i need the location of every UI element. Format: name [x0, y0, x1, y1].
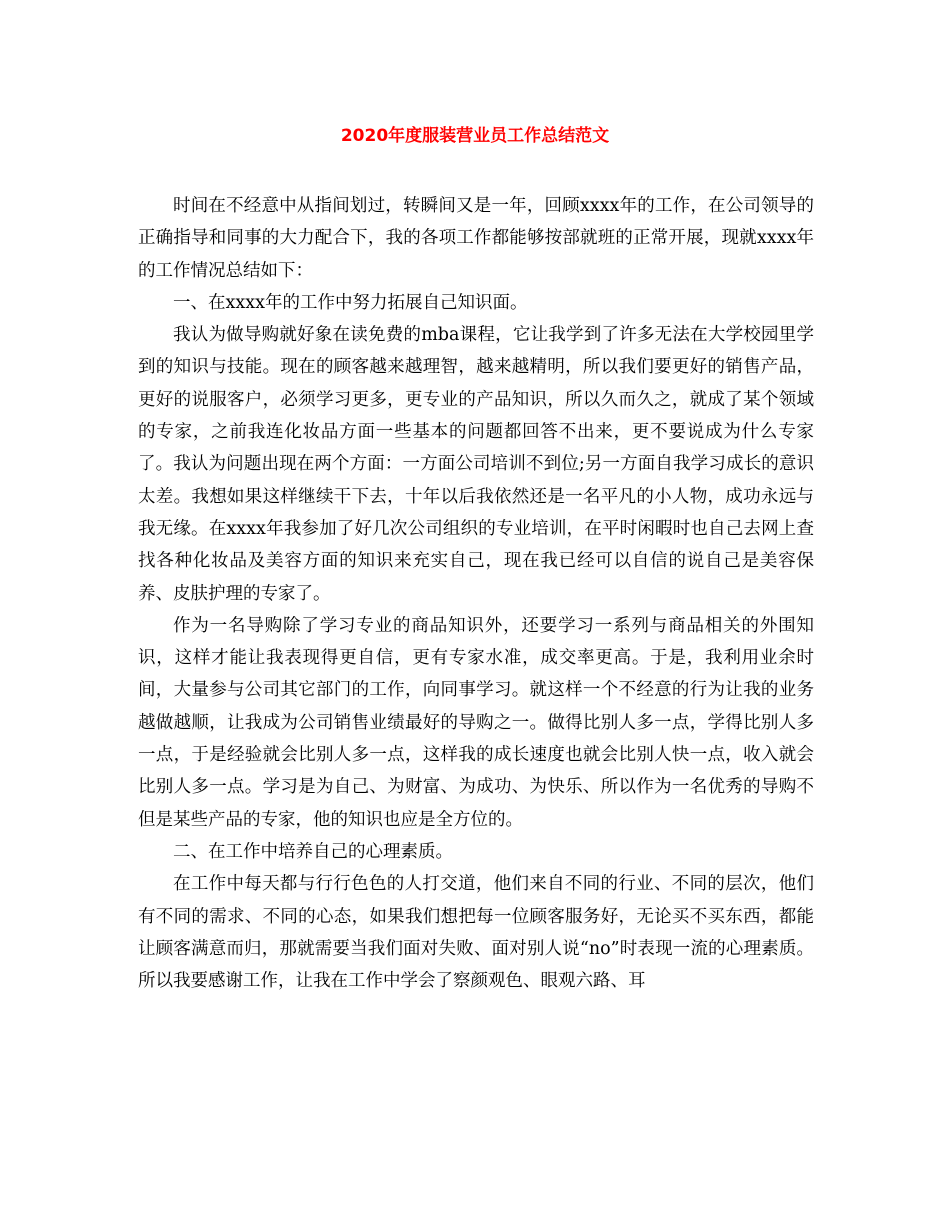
section-heading-1: 一、在xxxx年的工作中努力拓展自己知识面。 — [173, 292, 528, 313]
document-body — [138, 190, 814, 997]
paragraph-psychology: 在工作中每天都与行行色色的人打交道，他们来自不同的行业、不同的层次，他们有不同的需求、不同的心态，如果我们想把每一位顾客服务好，无论买不买东西，都能让顾客满意而归，那就需要当我们面对失败、面对别人说“no”时表现一流的心理素质。所以我要感谢工作，让我在工作中学会了察颜观色、眼观六路、耳 — [138, 874, 814, 992]
paragraph-knowledge: 我认为做导购就好象在读免费的mba课程，它让我学到了许多无法在大学校园里学到的知识与技能。现在的顾客越来越理智，越来越精明，所以我们要更好的销售产品，更好的说服客户，必须学习更多，更专业的产品知识，所以久而久之，就成了某个领域的专家，之前我连化妆品方面一些基本的问题都回答不出来，更不要说成为什么专家了。我认为问题出现在两个方面：一方面公司培训不到位;另一方面自我学习成长的意识太差。我想如果这样继续干下去，十年以后我依然还是一名平凡的小人物，成功永远与我无缘。在xxxx年我参加了好几次公司组织的专业培训，在平时闲暇时也自己去网上查找各种化妆品及美容方面的知识来充实自己，现在我已经可以自信的说自己是美容保养、皮肤护理的专家了。 — [138, 325, 814, 604]
document-title: 2020年度服装营业员工作总结范文 — [340, 126, 610, 146]
section-heading-2: 二、在工作中培养自己的心理素质。 — [173, 841, 453, 862]
paragraph-learning: 作为一名导购除了学习专业的商品知识外，还要学习一系列与商品相关的外围知识，这样才能让我表现得更自信，更有专家水准，成交率更高。于是，我利用业余时间，大量参与公司其它部门的工作，向同事学习。就这样一个不经意的行为让我的业务越做越顺，让我成为公司销售业绩最好的导购之一。做得比别人多一点，学得比别人多一点，于是经验就会比别人多一点，这样我的成长速度也就会比别人快一点，收入就会比别人多一点。学习是为自己、为财富、为成功、为快乐、所以作为一名优秀的导购不但是某些产品的专家，他的知识也应是全方位的。 — [138, 615, 814, 830]
paragraph-intro: 时间在不经意中从指间划过，转瞬间又是一年，回顾xxxx年的工作，在公司领导的正确指导和同事的大力配合下，我的各项工作都能够按部就班的正常开展，现就xxxx年的工作情况总结如下： — [138, 196, 814, 281]
